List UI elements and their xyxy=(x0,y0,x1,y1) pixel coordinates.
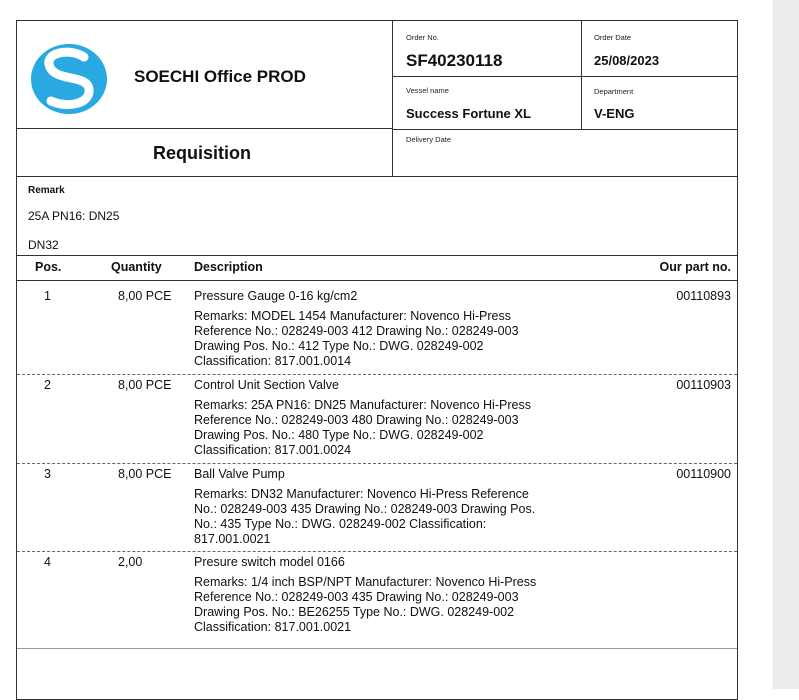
row-separator xyxy=(17,463,737,464)
row-description: Pressure Gauge 0-16 kg/cm2 xyxy=(194,289,358,303)
table-bottom-border xyxy=(17,648,737,649)
row-remarks: Remarks: DN32 Manufacturer: Novenco Hi-Press Reference No.: 028249-003 435 Drawing No.: 028249-003 Drawing Pos. No.: 435 Type No.: DWG. 028249-002 Classification: 817.001.0021 xyxy=(194,487,536,546)
row-part-no: 00110893 xyxy=(676,289,731,303)
row-part-no: 00110900 xyxy=(676,467,731,481)
company-name: SOECHI Office PROD xyxy=(134,67,306,86)
remark-label: Remark xyxy=(28,185,65,196)
column-header-quantity: Quantity xyxy=(111,260,162,274)
column-header-pos: Pos. xyxy=(35,260,62,274)
row-quantity: 2,00 xyxy=(118,555,143,569)
order-date-label: Order Date xyxy=(594,33,632,42)
row-remarks: Remarks: 1/4 inch BSP/NPT Manufacturer: Novenco Hi-Press Reference No.: 028249-003 435 Drawing No.: 028249-003 Drawing Pos. No.: BE26255 Type No.: DWG. 028249-002 Classification: 817.001.0021 xyxy=(194,575,537,634)
remark-line: DN32 xyxy=(28,238,59,252)
requisition-page xyxy=(16,20,738,700)
row-separator xyxy=(17,551,737,552)
row-quantity: 8,00 PCE xyxy=(118,289,172,303)
department-label: Department xyxy=(594,87,634,96)
order-no-label: Order No. xyxy=(406,33,439,42)
row-description: Control Unit Section Valve xyxy=(194,378,339,392)
order-date-value: 25/08/2023 xyxy=(594,53,660,68)
delivery-date-label: Delivery Date xyxy=(406,135,452,144)
row-description: Presure switch model 0166 xyxy=(194,555,345,569)
scrollbar-track[interactable] xyxy=(773,0,799,689)
column-header-part-no: Our part no. xyxy=(659,260,731,274)
row-pos: 4 xyxy=(44,555,51,569)
column-header-description: Description xyxy=(194,260,263,274)
divider xyxy=(17,128,392,129)
table-top-border xyxy=(17,255,737,256)
row-part-no: 00110903 xyxy=(676,378,731,392)
row-pos: 1 xyxy=(44,289,51,303)
row-pos: 2 xyxy=(44,378,51,392)
remark-line: 25A PN16: DN25 xyxy=(28,209,120,223)
row-description: Ball Valve Pump xyxy=(194,467,285,481)
row-separator xyxy=(17,374,737,375)
row-quantity: 8,00 PCE xyxy=(118,467,172,481)
document-title: Requisition xyxy=(153,143,251,163)
vessel-label: Vessel name xyxy=(406,86,449,95)
divider xyxy=(392,76,737,77)
order-no-value: SF40230118 xyxy=(406,51,503,70)
divider xyxy=(392,21,393,176)
row-pos: 3 xyxy=(44,467,51,481)
divider xyxy=(581,21,582,129)
vessel-value: Success Fortune XL xyxy=(406,106,531,121)
row-quantity: 8,00 PCE xyxy=(118,378,172,392)
row-remarks: Remarks: MODEL 1454 Manufacturer: Novenco Hi-Press Reference No.: 028249-003 412 Drawing No.: 028249-003 Drawing Pos. No.: 412 Type No.: DWG. 028249-002 Classification: 817.001.0014 xyxy=(194,309,519,368)
row-remarks: Remarks: 25A PN16: DN25 Manufacturer: Novenco Hi-Press Reference No.: 028249-003 480 Drawing No.: 028249-003 Drawing Pos. No.: 480 Type No.: DWG. 028249-002 Classification: 817.001.0024 xyxy=(194,398,531,457)
divider xyxy=(392,129,737,130)
department-value: V-ENG xyxy=(594,106,635,121)
table-header-border xyxy=(17,280,737,281)
soechi-logo-icon xyxy=(29,43,111,115)
divider xyxy=(17,176,737,177)
